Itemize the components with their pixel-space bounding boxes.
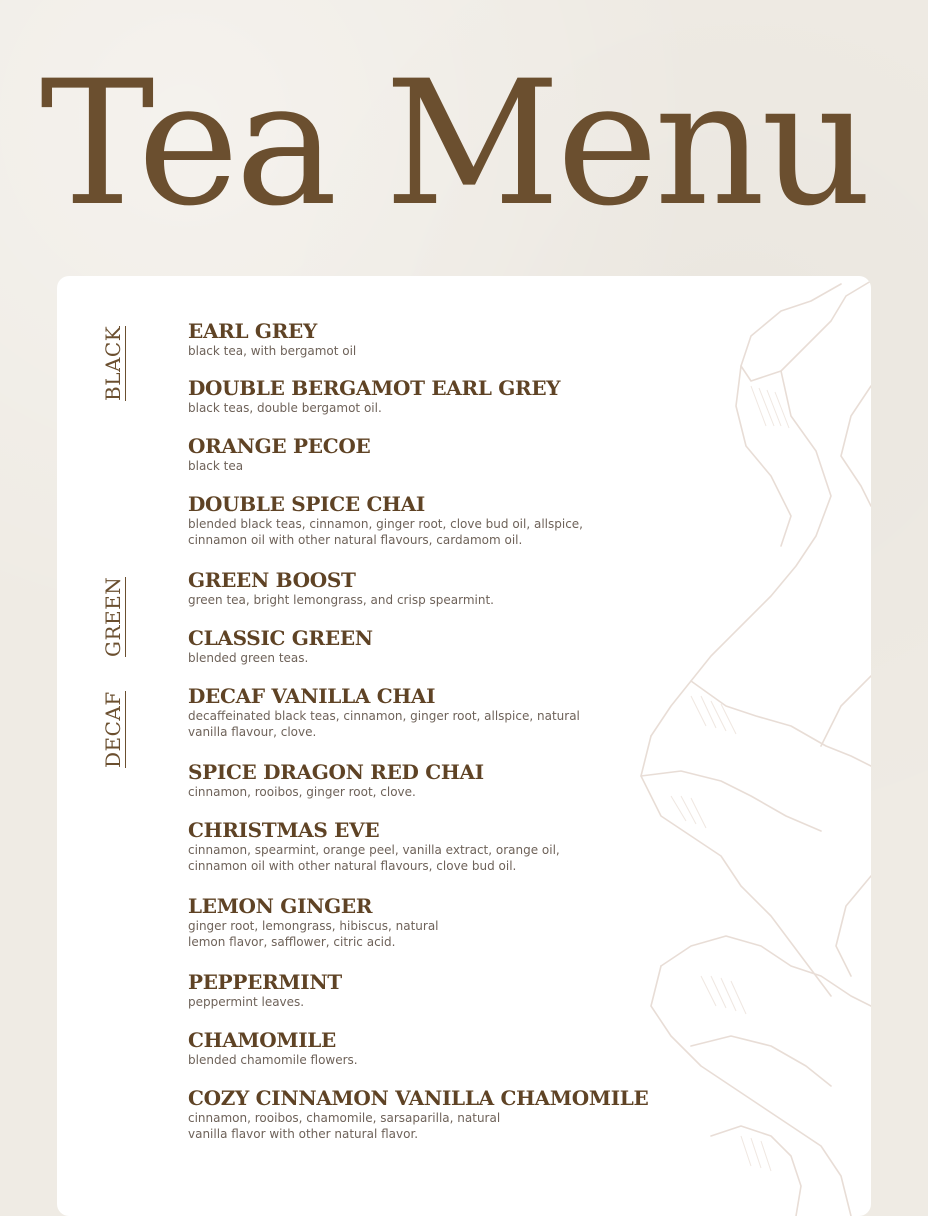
menu-item-description: blended chamomile flowers. [188,1053,358,1067]
menu-item [188,1087,728,1142]
menu-item [188,971,728,1010]
menu-item [188,435,728,474]
menu-item-description: cinnamon, rooibos, chamomile, sarsaparilla, natural vanilla flavor with other natural flavor. [188,1111,501,1141]
menu-item [188,895,728,950]
menu-item [188,377,728,416]
menu-item-name: PEPPERMINT [188,970,342,994]
page-title: Tea Menu [40,43,868,244]
menu-item-name: SPICE DRAGON RED CHAI [188,760,484,784]
menu-item-description: black tea [188,459,244,473]
menu-item-name: COZY CINNAMON VANILLA CHAMOMILE [188,1086,649,1110]
menu-item-description: ginger root, lemongrass, hibiscus, natural lemon flavor, safflower, citric acid. [188,919,439,949]
menu-item [188,320,728,359]
menu-item-description: cinnamon, rooibos, ginger root, clove. [188,785,416,799]
menu-card [57,276,871,1216]
menu-item-description: green tea, bright lemongrass, and crisp spearmint. [188,593,494,607]
menu-item-name: EARL GREY [188,319,317,343]
menu-item [188,627,728,666]
menu-item-name: CLASSIC GREEN [188,626,373,650]
category-label-black: BLACK [101,325,125,401]
menu-item-name: CHRISTMAS EVE [188,818,380,842]
menu-item-name: DOUBLE BERGAMOT EARL GREY [188,376,561,400]
menu-item-name: GREEN BOOST [188,568,356,592]
menu-item [188,685,728,740]
menu-item [188,761,728,800]
menu-item [188,569,728,608]
category-label-green: GREEN [101,576,125,657]
menu-item-description: decaffeinated black teas, cinnamon, ginger root, allspice, natural vanilla flavour, clove. [188,709,580,739]
category-label-decaf: DECAF [101,691,125,768]
menu-item [188,819,728,874]
menu-item-description: black tea, with bergamot oil [188,344,357,358]
menu-item [188,1029,728,1068]
menu-item-description: blended green teas. [188,651,309,665]
menu-item-description: blended black teas, cinnamon, ginger root, clove bud oil, allspice, cinnamon oil with other natural flavours, cardamom oil. [188,517,583,547]
menu-item-description: black teas, double bergamot oil. [188,401,382,415]
menu-item-name: DOUBLE SPICE CHAI [188,492,425,516]
menu-item-name: CHAMOMILE [188,1028,336,1052]
menu-item-description: cinnamon, spearmint, orange peel, vanilla extract, orange oil, cinnamon oil with other natural flavours, clove bud oil. [188,843,560,873]
mountain-illustration [631,276,871,1216]
menu-item-name: DECAF VANILLA CHAI [188,684,436,708]
menu-item [188,493,728,548]
menu-item-name: LEMON GINGER [188,894,373,918]
menu-item-name: ORANGE PECOE [188,434,371,458]
menu-item-description: peppermint leaves. [188,995,305,1009]
